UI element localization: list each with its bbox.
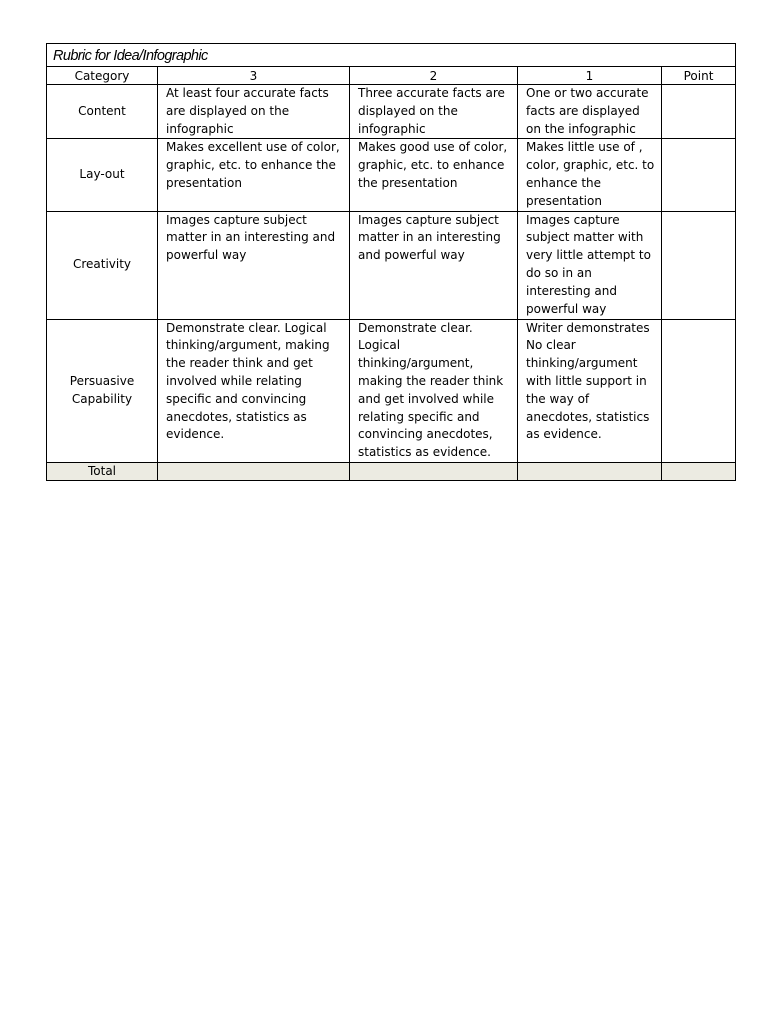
criterion-score-2: Demonstrate clear. Logical thinking/argument, making the reader think and get involved while relating specific and convincing anecdotes, statistics as evidence. — [350, 319, 518, 462]
header-category: Category — [47, 67, 158, 85]
criterion-score-2: Three accurate facts are displayed on the infographic — [350, 85, 518, 139]
total-row — [47, 462, 736, 480]
total-cell — [158, 462, 350, 480]
point-cell[interactable] — [662, 319, 736, 462]
category-cell: Creativity — [47, 211, 158, 319]
criterion-score-2: Makes good use of color, graphic, etc. to enhance the presentation — [350, 139, 518, 211]
table-row-creativity — [47, 211, 736, 319]
total-cell — [350, 462, 518, 480]
criterion-score-3: Makes excellent use of color, graphic, etc. to enhance the presentation — [158, 139, 350, 211]
rubric-title: Rubric for Idea/Infographic — [47, 44, 736, 67]
criterion-score-1: One or two accurate facts are displayed on the infographic — [518, 85, 662, 139]
criterion-score-1: Writer demonstrates No clear thinking/argument with little support in the way of anecdotes, statistics as evidence. — [518, 319, 662, 462]
total-label: Total — [47, 462, 158, 480]
table-row-persuasive — [47, 319, 736, 462]
header-row — [47, 67, 736, 85]
category-cell: Content — [47, 85, 158, 139]
header-score-2: 2 — [350, 67, 518, 85]
category-cell: Persuasive Capability — [47, 319, 158, 462]
category-cell: Lay-out — [47, 139, 158, 211]
criterion-score-1: Makes little use of , color, graphic, etc. to enhance the presentation — [518, 139, 662, 211]
header-point: Point — [662, 67, 736, 85]
table-row-layout — [47, 139, 736, 211]
criterion-score-3: Images capture subject matter in an interesting and powerful way — [158, 211, 350, 319]
point-cell[interactable] — [662, 85, 736, 139]
table-row-content — [47, 85, 736, 139]
point-cell[interactable] — [662, 139, 736, 211]
point-cell[interactable] — [662, 211, 736, 319]
header-score-1: 1 — [518, 67, 662, 85]
criterion-score-2: Images capture subject matter in an interesting and powerful way — [350, 211, 518, 319]
criterion-score-3: Demonstrate clear. Logical thinking/argument, making the reader think and get involved while relating specific and convincing anecdotes, statistics as evidence. — [158, 319, 350, 462]
criterion-score-1: Images capture subject matter with very little attempt to do so in an interesting and powerful way — [518, 211, 662, 319]
total-point-cell[interactable] — [662, 462, 736, 480]
rubric-title-row — [47, 44, 736, 67]
header-score-3: 3 — [158, 67, 350, 85]
rubric-table — [46, 43, 736, 481]
total-cell — [518, 462, 662, 480]
criterion-score-3: At least four accurate facts are displayed on the infographic — [158, 85, 350, 139]
